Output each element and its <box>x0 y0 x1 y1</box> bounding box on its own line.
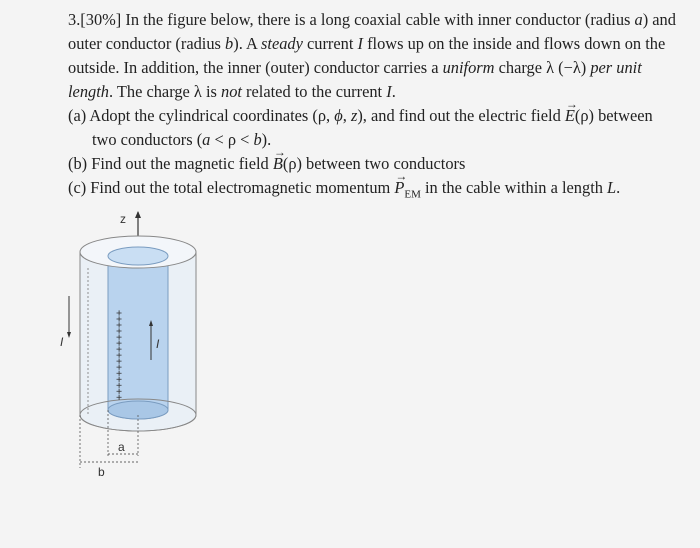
text-span: outer conductor (radius <box>68 34 226 53</box>
part-c-line <box>68 176 700 206</box>
outer-current-label: I <box>60 335 64 349</box>
text-span: two conductors ( <box>92 130 203 149</box>
text-span: < ρ < <box>210 130 254 149</box>
text-span: (b) Find out the magnetic field <box>68 154 273 173</box>
var-I: I <box>357 34 363 53</box>
var-z: z <box>350 106 358 125</box>
text-span: ), and find out the electric field <box>357 106 565 125</box>
text-span: (c) Find out the total electromagnetic momentum <box>68 178 395 197</box>
text-span: in the cable within a length <box>420 178 608 197</box>
var-b: b <box>253 130 262 149</box>
text-span: . <box>616 178 621 197</box>
intro-line-3 <box>68 56 700 80</box>
radius-a-label: a <box>118 440 125 454</box>
text-span: . The charge λ is <box>108 82 221 101</box>
text-span: . <box>391 82 396 101</box>
text-span: (ρ) between <box>574 106 653 125</box>
part-b-line <box>68 152 700 176</box>
intro-line-2 <box>68 32 700 56</box>
var-L: L <box>607 178 617 197</box>
text-span: ) and <box>642 10 676 29</box>
emph-uniform: uniform <box>442 58 495 77</box>
text-span: ). <box>261 130 272 149</box>
part-a-line-1 <box>68 104 700 128</box>
vector-E: → E <box>565 104 575 128</box>
radius-b-label: b <box>98 465 105 479</box>
var-b: b <box>225 34 234 53</box>
emph-steady: steady <box>261 34 303 53</box>
emph-not: not <box>221 82 242 101</box>
text-span: ). A <box>233 34 262 53</box>
problem-text <box>68 8 700 206</box>
text-span: current <box>302 34 358 53</box>
var-phi: ϕ <box>334 106 343 125</box>
z-arrow-icon <box>135 211 141 218</box>
text-span: (ρ) between two conductors <box>282 154 466 173</box>
problem-number: 3.[30%] <box>68 10 122 29</box>
text-span: outside. In addition, the inner (outer) conductor carries a <box>68 58 443 77</box>
outer-current-arrow-icon <box>67 332 71 338</box>
vector-B: → B <box>273 152 283 176</box>
emph-per-unit: per unit <box>590 58 642 77</box>
part-a-line-2 <box>68 128 700 152</box>
emph-length: length <box>68 82 109 101</box>
text-span: related to the current <box>241 82 387 101</box>
text-span: , <box>342 106 351 125</box>
inner-top-ellipse <box>108 247 168 265</box>
var-I: I <box>386 82 392 101</box>
text-span: flows up on the inside and flows down on the <box>362 34 666 53</box>
z-label: z <box>120 212 126 226</box>
var-a: a <box>634 10 643 29</box>
text-span: charge λ (−λ) <box>494 58 591 77</box>
inner-current-label: I <box>156 337 160 351</box>
text-span: In the figure below, there is a long coaxial cable with inner conductor (radius <box>121 10 635 29</box>
var-a: a <box>202 130 211 149</box>
vector-P: → P <box>394 176 404 200</box>
subscript-EM: EM <box>404 188 421 201</box>
charge-plus-marks: +++++++++++++++ <box>113 310 124 401</box>
coaxial-cable-figure <box>50 210 210 480</box>
intro-line-1 <box>68 8 700 32</box>
text-span: (a) Adopt the cylindrical coordinates (ρ, <box>68 106 335 125</box>
intro-line-4 <box>68 80 700 104</box>
